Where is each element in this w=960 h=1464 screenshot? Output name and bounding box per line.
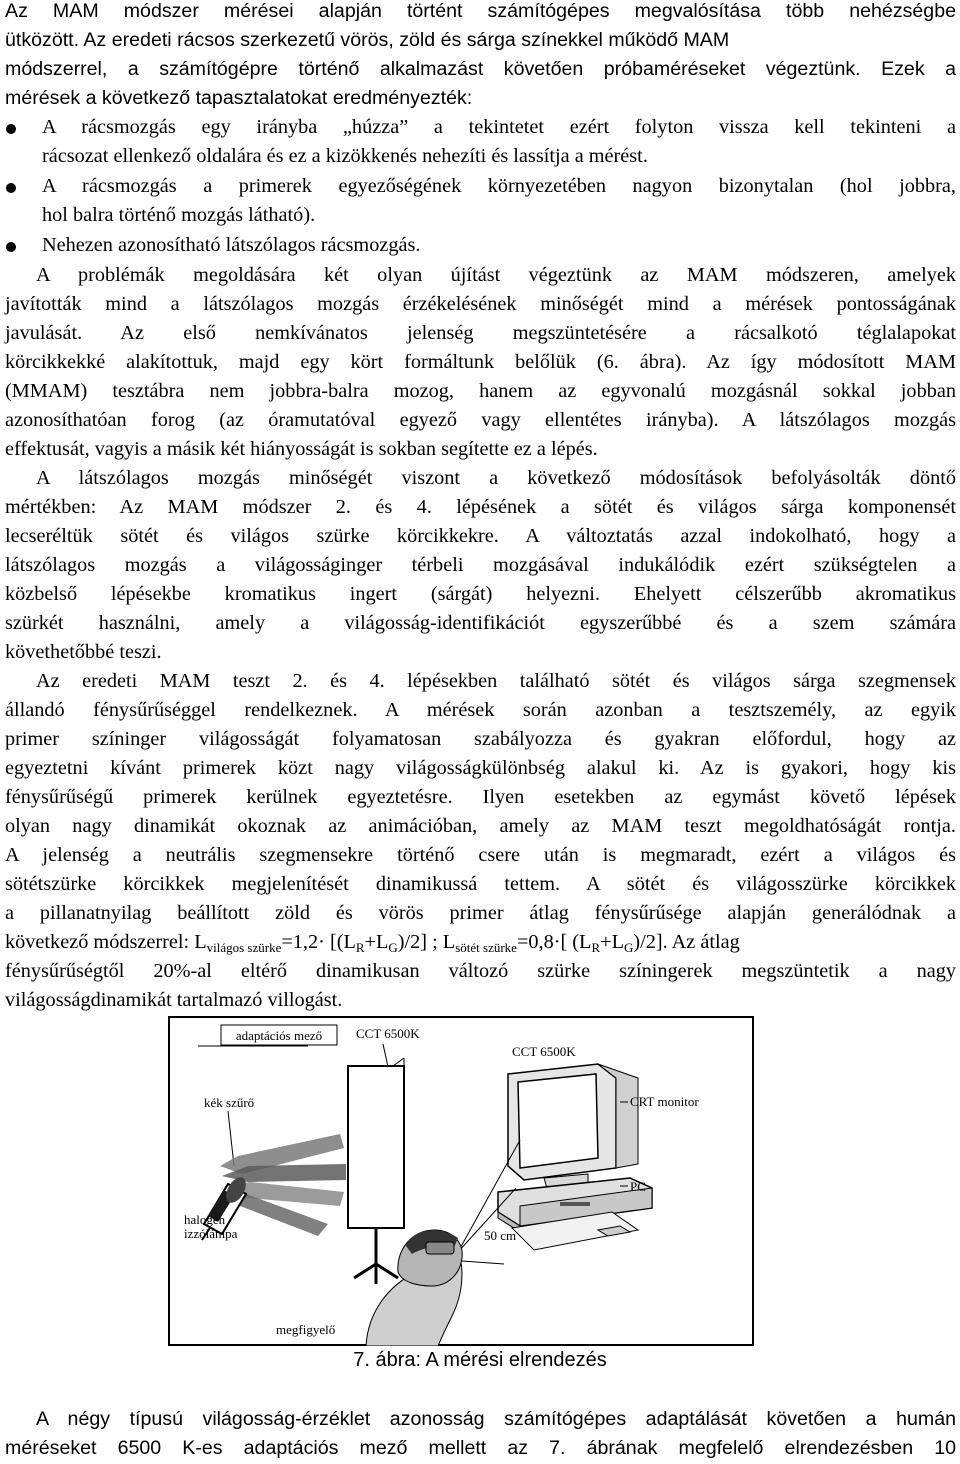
formula-g1: G [388,940,398,955]
body-line-13: szürkét használni, amely a világosság-identifikációt egyszerűbbé és a szem számára [5,612,956,634]
body-line-20: olyan nagy dinamikát okoznak az animációban, amely az MAM teszt megoldhatóságát rontja. [5,815,956,837]
body-line-15: Az eredeti MAM teszt 2. és 4. lépésekben található sötét és világos sárga szegmensek [36,670,956,692]
formula-g2: G [623,940,634,955]
final-line-1: A négy típusú világosság-érzéklet azonosság számítógépes adaptálását követően a humán [36,1408,956,1430]
final-line-2: méréseket 6500 K-es adaptációs mező mellett az 7. ábrának megfelelő elrendezésben 10 [5,1437,956,1459]
figure-caption: 7. ábra: A mérési elrendezés [353,1349,607,1371]
body-line-5: (MMAM) tesztábra nem jobbra-balra mozog, hanem az egyvonalú mozgásnál sokkal jobban [5,380,956,402]
bullet-2-line-2: hol balra történő mozgás látható). [42,204,316,226]
body-line-2: javították mind a látszólagos mozgás érzékelésének minőségét mind a mérések pontosságának [5,293,956,315]
body-line-8: A látszólagos mozgás minőségét viszont a következő módosítások befolyásolták döntő [36,467,956,489]
formula-line [5,931,956,954]
bullet-marker-3 [6,242,16,252]
body-line-17: primer színinger világosságát folyamatosan szabályozza és gyakran előfordul, hogy az [5,728,956,750]
label-halogen-1: halogén [184,1212,226,1227]
formula-mid1: =1,2· [(L [281,931,356,953]
body-line-14: követhetőbbé teszi. [5,641,162,663]
bullet-1-line-1: A rácsmozgás egy irányba „húzza” a tekintetet ezért folyton vissza kell tekinteni a [42,116,956,138]
formula-mid3: =0,8·[ (L [516,931,592,953]
intro-line-3: módszerrel, a számítógépre történő alkalmazást követően próbaméréseket végeztünk. Ezek a [5,58,956,80]
body-line-10: lecseréltük sötét és világos szürke körcikkekre. A változtatás azzal indokolható, hogy a [5,525,956,547]
label-distance: 50 cm [484,1228,517,1243]
formula-prefix: következő módszerrel: L [5,931,207,953]
bullet-1-line-2: rácsozat ellenkező oldalára és ez a kizökkenés nehezíti és lassítja a mérést. [42,145,648,167]
bullet-marker-1 [6,124,16,134]
measurement-setup-figure [168,1016,754,1346]
bullet-2-line-1: A rácsmozgás a primerek egyezőségének környezetében nagyon bizonytalan (hol jobbra, [42,175,956,197]
body-line-25: világosságdinamikát tartalmazó villogást. [5,989,343,1011]
body-line-4: körcikkekké alakítottuk, majd egy kört formáltunk belőlük (6. ábra). Az így módosított MAM [5,351,956,373]
label-cct-right: CCT 6500K [512,1044,576,1059]
body-line-7: effektusát, vagyis a másik két hiányosságát is sokban segítette ez a lépés. [5,438,598,460]
formula-plus2: +L [600,931,624,953]
body-line-16: állandó fénysűrűséggel rendelkeznek. A mérések során azonban a tesztszemély, az egyik [5,699,956,721]
body-line-21: A jelenség a neutrális szegmensekre történő csere után is megmaradt, ezért a világos és [5,844,956,866]
intro-line-4: mérések a következő tapasztalatokat eredményezték: [5,87,473,109]
body-line-9: mértékben: Az MAM módszer 2. és 4. lépésének a sötét és világos sárga komponensét [5,496,956,518]
body-line-22: sötétszürke körcikkek megjelenítését dinamikussá tettem. A sötét és világosszürke körcikkek [5,873,956,895]
formula-mid2: )/2] ; L [397,931,456,953]
intro-line-2: ütközött. Az eredeti rácsos szerkezetű vörös, zöld és sárga színekkel működő MAM [5,29,730,51]
body-line-18: egyeztetni kívánt primerek közt nagy világosságkülönbség alakul ki. Az is gyakori, hogy kis [5,757,956,779]
label-halogen-2: izzólámpa [184,1226,238,1241]
label-adaptation-field: adaptációs mező [235,1028,323,1043]
label-blue-filter: kék szűrő [204,1095,255,1110]
intro-line-1: Az MAM módszer mérései alapján történt számítógépes megvalósítása több nehézségbe [5,0,956,22]
body-line-3: javulását. Az első nemkívánatos jelenség megszüntetésére a rácsalkotó téglalapokat [5,322,956,344]
figure-illustration [168,1016,754,1346]
body-line-19: fénysűrűségű primerek kerülnek egyeztetésre. Ilyen esetekben az egymást követő lépések [5,786,956,808]
adaptation-panel [348,1066,404,1228]
bullet-marker-2 [6,183,16,193]
body-line-1: A problémák megoldására két olyan újítást végeztünk az MAM módszeren, amelyek [36,264,956,286]
formula-sub-light: világos szürke [206,940,282,955]
body-line-11: látszólagos mozgás a világosságinger térbeli mozgásával indukálódik ezért szükségtelen a [5,554,956,576]
body-line-23: a pillanatnyilag beállított zöld és vörös primer átlag fénysűrűsége alapján generálódnak a [5,902,956,924]
label-pc: PC [630,1179,646,1194]
formula-end: )/2]. Az átlag [633,931,740,953]
formula-sub-dark: sötét szürke [455,940,517,955]
label-cct-left: CCT 6500K [356,1026,420,1041]
body-line-24: fénysűrűségtől 20%-al eltérő dinamikusan változó szürke színingerek megszüntetik a nagy [5,960,956,982]
label-observer: megfigyelő [276,1322,336,1337]
bullet-3-line-1: Nehezen azonosítható látszólagos rácsmozgás. [42,234,421,256]
body-line-6: azonosíthatóan forog (az óramutatóval egyező vagy ellentétes irányba). A látszólagos mozgás [5,409,956,431]
formula-plus1: +L [364,931,389,953]
body-line-12: közbelső lépésekbe kromatikus ingert (sárgát) helyezni. Ehelyett célszerűbb akromatikus [5,583,956,605]
label-crt-monitor: CRT monitor [630,1094,699,1109]
formula-r1: R [355,940,365,955]
formula-r2: R [591,940,601,955]
